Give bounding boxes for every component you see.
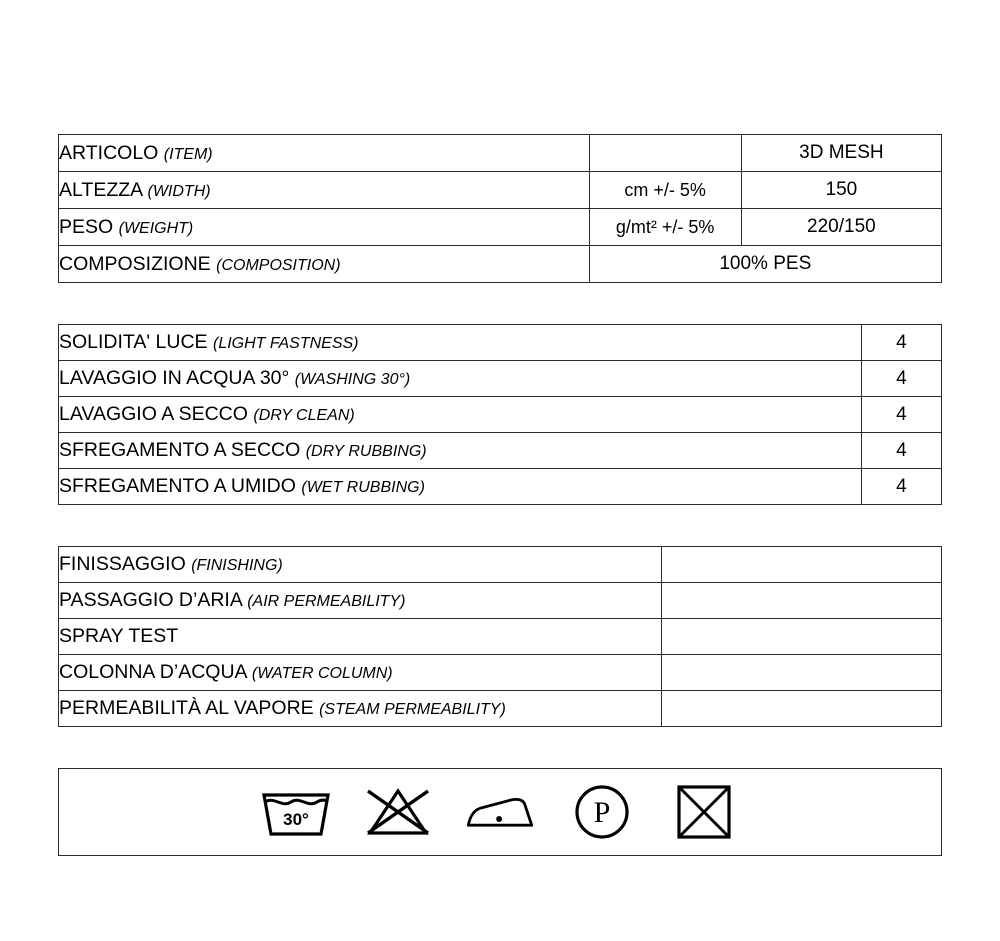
table-row [59, 172, 942, 209]
identity-label-cell [59, 246, 590, 283]
identity-unit-cell: cm +/- 5% [589, 172, 741, 209]
table-row [59, 325, 942, 361]
finishing-label-en: (STEAM PERMEABILITY) [319, 701, 506, 718]
fastness-label-it: SFREGAMENTO A SECCO [59, 439, 301, 461]
finishing-label-cell [59, 655, 662, 691]
wash-temperature-label: 30° [283, 810, 309, 829]
table-row [59, 655, 942, 691]
fastness-value-cell: 4 [861, 397, 941, 433]
fastness-label-cell [59, 325, 862, 361]
finishing-label-cell [59, 691, 662, 727]
finishing-label-it: SPRAY TEST [59, 625, 179, 647]
finishing-table [58, 546, 942, 727]
identity-label-it: ALTEZZA [59, 178, 143, 201]
finishing-value-cell [661, 547, 941, 583]
fastness-label-it: SFREGAMENTO A UMIDO [59, 475, 296, 497]
fastness-label-it: LAVAGGIO IN ACQUA 30° [59, 367, 290, 389]
identity-value-cell: 3D MESH [741, 135, 941, 172]
table-row [59, 691, 942, 727]
identity-label-en: (ITEM) [163, 145, 213, 163]
finishing-label-it: PERMEABILITÀ AL VAPORE [59, 697, 314, 719]
finishing-value-cell [661, 691, 941, 727]
finishing-label-cell [59, 547, 662, 583]
fastness-value-cell: 4 [861, 325, 941, 361]
finishing-label-cell [59, 583, 662, 619]
identity-unit-cell [589, 135, 741, 172]
fastness-label-cell [59, 469, 862, 505]
identity-label-it: ARTICOLO [59, 141, 159, 164]
identity-unit-cell: g/mt² +/- 5% [589, 209, 741, 246]
fastness-label-en: (LIGHT FASTNESS) [213, 335, 359, 352]
identity-value-cell: 220/150 [741, 209, 941, 246]
fastness-label-en: (DRY CLEAN) [253, 407, 355, 424]
fastness-label-cell [59, 397, 862, 433]
finishing-label-it: COLONNA D’ACQUA [59, 661, 247, 683]
finishing-label-cell [59, 619, 662, 655]
finishing-value-cell [661, 583, 941, 619]
fastness-label-it: LAVAGGIO A SECCO [59, 403, 248, 425]
fastness-value-cell: 4 [861, 469, 941, 505]
table-row [59, 433, 942, 469]
identity-value-cell: 100% PES [589, 246, 941, 283]
identity-label-en: (WEIGHT) [118, 219, 194, 237]
table-row [59, 246, 942, 283]
finishing-label-en: (AIR PERMEABILITY) [247, 593, 406, 610]
care-symbols-row [58, 768, 942, 856]
dry-clean-letter: P [593, 796, 611, 829]
fastness-label-cell [59, 361, 862, 397]
do-not-bleach-icon [361, 782, 435, 842]
table-row [59, 209, 942, 246]
finishing-label-it: FINISSAGGIO [59, 553, 186, 575]
identity-label-cell [59, 172, 590, 209]
do-not-tumble-dry-icon [667, 782, 741, 842]
identity-label-en: (COMPOSITION) [216, 256, 341, 274]
identity-label-en: (WIDTH) [147, 182, 211, 200]
spec-sheet [58, 0, 942, 856]
iron-low-icon [463, 782, 537, 842]
wash-30-icon [259, 782, 333, 842]
table-row [59, 583, 942, 619]
identity-label-cell [59, 209, 590, 246]
finishing-label-en: (FINISHING) [191, 557, 283, 574]
identity-table [58, 134, 942, 283]
fastness-label-it: SOLIDITA' LUCE [59, 331, 208, 353]
professional-dry-clean-p-icon [565, 782, 639, 842]
finishing-label-it: PASSAGGIO D’ARIA [59, 589, 242, 611]
identity-value-cell: 150 [741, 172, 941, 209]
table-row [59, 619, 942, 655]
table-row [59, 469, 942, 505]
identity-label-it: COMPOSIZIONE [59, 252, 211, 275]
identity-label-it: PESO [59, 215, 114, 238]
finishing-label-en: (WATER COLUMN) [251, 665, 393, 682]
finishing-value-cell [661, 619, 941, 655]
fastness-label-cell [59, 433, 862, 469]
finishing-value-cell [661, 655, 941, 691]
fastness-label-en: (WET RUBBING) [301, 479, 425, 496]
fastness-table [58, 324, 942, 505]
fastness-value-cell: 4 [861, 433, 941, 469]
identity-label-cell [59, 135, 590, 172]
fastness-label-en: (WASHING 30°) [294, 371, 411, 388]
table-row [59, 547, 942, 583]
table-row [59, 135, 942, 172]
fastness-label-en: (DRY RUBBING) [305, 443, 427, 460]
table-row [59, 397, 942, 433]
table-row [59, 361, 942, 397]
fastness-value-cell: 4 [861, 361, 941, 397]
